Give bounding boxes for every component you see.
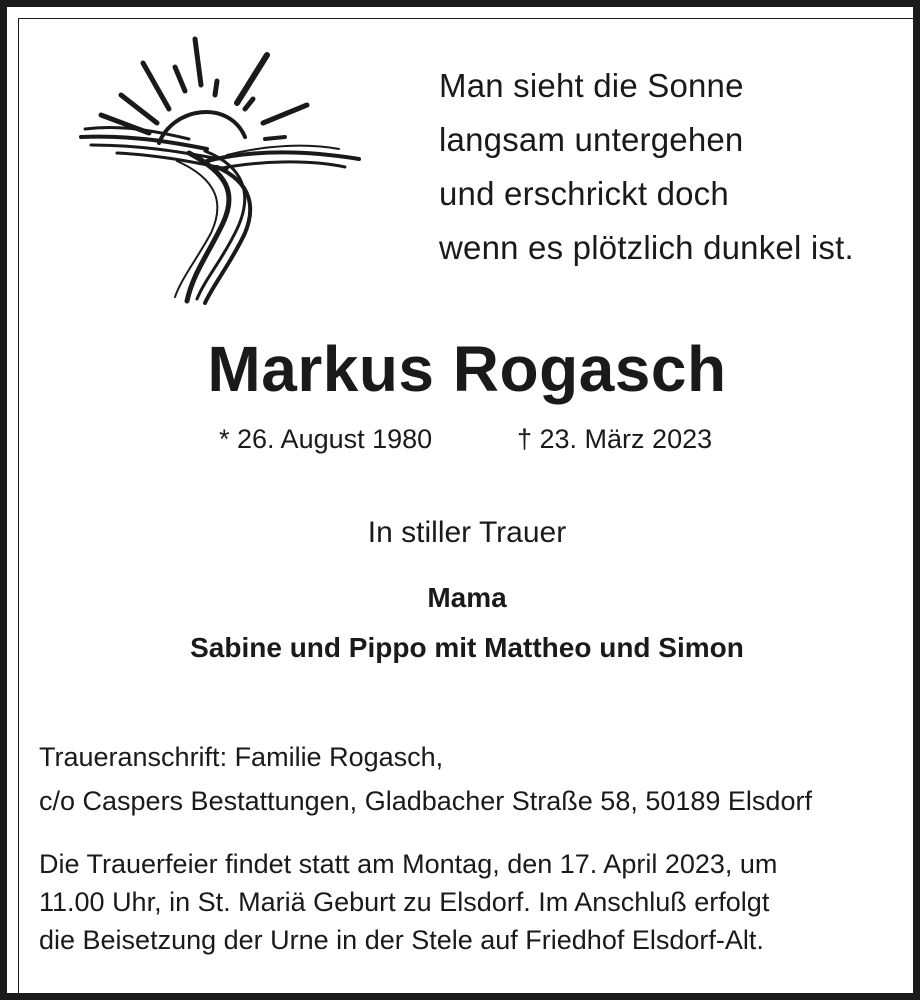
mourner-line: Sabine und Pippo mit Mattheo und Simon <box>190 632 744 663</box>
sunset-path-icon <box>77 33 367 305</box>
birth-date: * 26. August 1980 <box>219 424 433 454</box>
poem-line: langsam untergehen <box>439 121 744 158</box>
ceremony-line: die Beisetzung der Urne in der Stele auf Friedhof Elsdorf-Alt. <box>39 925 764 955</box>
ceremony-info <box>39 845 897 959</box>
mourning-address <box>39 735 899 823</box>
ceremony-line: Die Trauerfeier findet statt am Montag, den 17. April 2023, um <box>39 849 778 879</box>
mourner-line: Mama <box>427 582 507 613</box>
poem-line: wenn es plötzlich dunkel ist. <box>439 229 854 266</box>
deceased-name: Markus Rogasch <box>207 333 727 405</box>
mourning-intro: In stiller Trauer <box>367 516 567 549</box>
poem-line: Man sieht die Sonne <box>439 67 744 104</box>
poem-line: und erschrickt doch <box>439 175 729 212</box>
ceremony-line: 11.00 Uhr, in St. Mariä Geburt zu Elsdorf. Im Anschluß erfolgt <box>39 887 770 917</box>
address-line: Traueranschrift: Familie Rogasch, <box>39 742 444 772</box>
address-line: c/o Caspers Bestattungen, Gladbacher Straße 58, 50189 Elsdorf <box>39 786 812 816</box>
mourners-list <box>7 573 920 673</box>
death-date: † 23. März 2023 <box>517 424 713 454</box>
poem <box>439 59 899 275</box>
